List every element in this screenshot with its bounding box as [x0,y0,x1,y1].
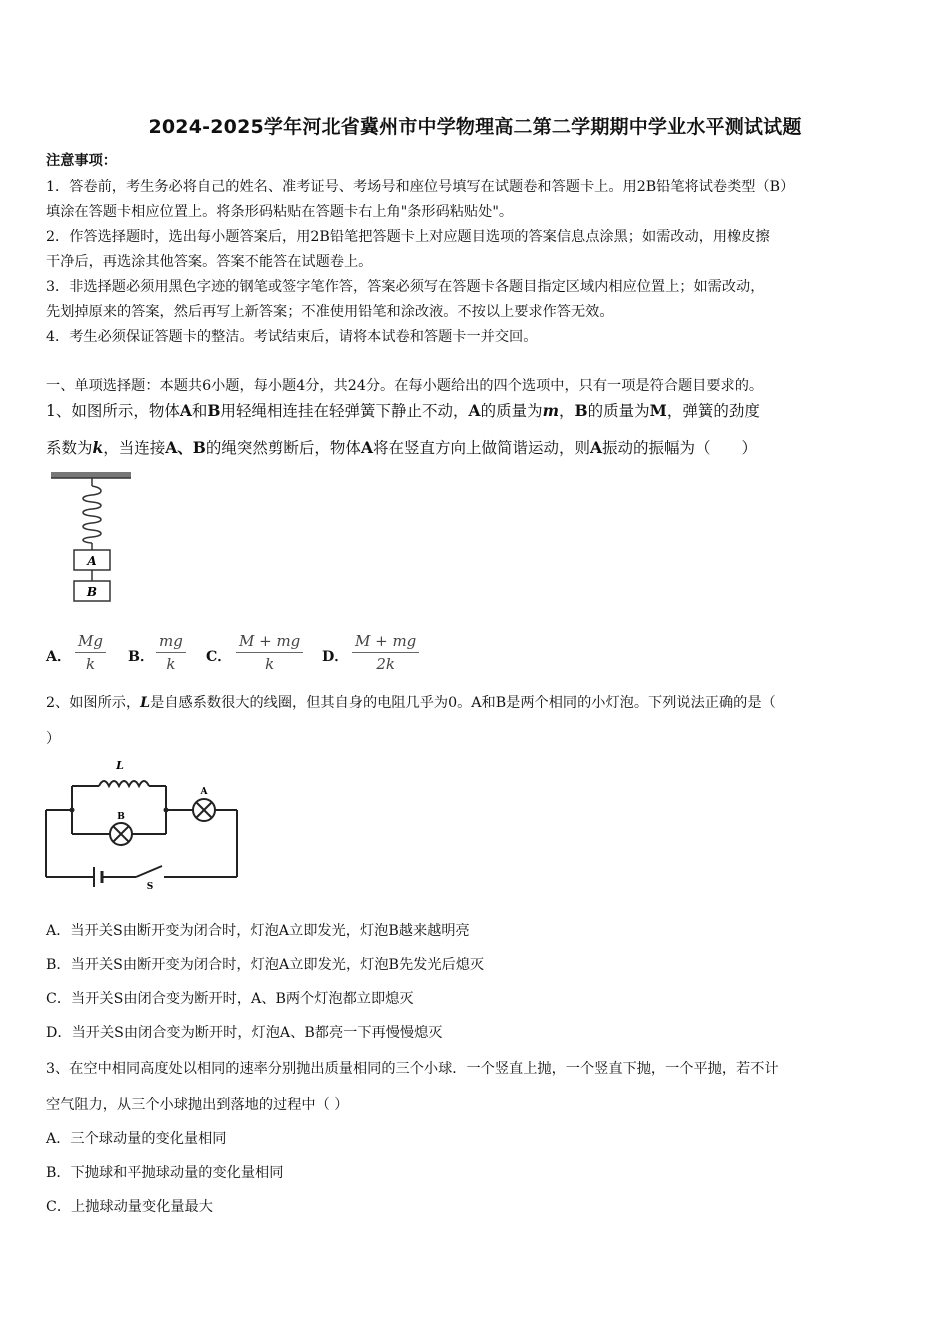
question-2-line-1: 2、如图所示，L是自感系数很大的线圈，但其自身的电阻几乎为0。A和B是两个相同的小灯泡。下列说法正确的是（ [46,695,776,711]
question-3-line-1: 3、在空中相同高度处以相同的速率分别抛出质量相同的三个小球．一个竖直上抛，一个竖直下抛，一个平抛，若不计 [46,1061,779,1077]
block-a-label: A [87,554,97,568]
q1-option-d-formula: $\frac{M + mg}{2k}$ [352,630,419,675]
notice-line: 填涂在答题卡相应位置上。将条形码粘贴在答题卡右上角"条形码粘贴处"。 [46,204,514,220]
spring-block-figure [46,470,146,610]
question-2-line-2: ） [46,731,61,747]
spring [83,486,101,543]
q2-option-a: A．当开关S由断开变为闭合时，灯泡A立即发光，灯泡B越来越明亮 [46,923,470,939]
q1-option-c-letter: C． [206,649,232,665]
switch-label: S [146,882,154,892]
q3-option-b: B．下抛球和平抛球动量的变化量相同 [46,1165,284,1181]
q3-option-c: C．上抛球动量变化量最大 [46,1199,213,1215]
q1-option-a-letter: A． [46,649,72,665]
notice-line: 1．答卷前，考生务必将自己的姓名、准考证号、考场号和座位号填写在试题卷和答题卡上。用2B铅笔将试卷类型（B） [46,179,795,195]
q2-option-b: B．当开关S由断开变为闭合时，灯泡A立即发光，灯泡B先发光后熄灭 [46,957,485,973]
circuit-figure [44,756,244,892]
section-heading: 一、单项选择题：本题共6小题，每小题4分，共24分。在每小题给出的四个选项中，只有一项是符合题目要求的。 [46,378,764,394]
q1-option-c-formula: $\frac{M + mg}{k}$ [236,630,303,675]
question-3-line-2: 空气阻力，从三个小球抛出到落地的过程中（ ） [46,1097,349,1113]
question-1-line-1: 1、如图所示，物体A和B用轻绳相连挂在轻弹簧下静止不动，A的质量为m，B的质量为M，弹簧的劲度 [46,401,760,420]
lamp-a-label: A [200,787,208,797]
inductor-coil [99,781,149,786]
inductor-label: L [116,759,124,772]
notice-line: 2．作答选择题时，选出每小题答案后，用2B铅笔把答题卡上对应题目选项的答案信息点涂黑；如需改动，用橡皮擦 [46,229,770,245]
question-1-line-2: 系数为k，当连接A、B的绳突然剪断后，物体A将在竖直方向上做简谐运动，则A振动的振幅为（ ） [46,438,758,457]
q3-option-a: A．三个球动量的变化量相同 [46,1131,227,1147]
notice-heading: 注意事项： [46,153,117,169]
ceiling-hatch [51,472,131,478]
block-b-label: B [86,585,98,599]
q2-option-c: C．当开关S由闭合变为断开时，A、B两个灯泡都立即熄灭 [46,991,414,1007]
notice-line: 干净后，再选涂其他答案。答案不能答在试题卷上。 [46,254,373,270]
lamp-b-label: B [117,812,125,822]
notice-line: 先划掉原来的答案，然后再写上新答案；不准使用铅笔和涂改液。不按以上要求作答无效。 [46,304,614,320]
page-title: 2024-2025学年河北省冀州市中学物理高二第二学期期中学业水平测试试题 [148,116,802,138]
notice-line: 3．非选择题必须用黑色字迹的钢笔或签字笔作答，答案必须写在答题卡各题目指定区域内相应位置上；如需改动， [46,279,765,295]
q1-option-b-letter: B． [128,649,155,665]
q1-option-b-formula: $\frac{mg}{k}$ [156,630,186,675]
switch [136,866,162,877]
q1-option-a-formula: $\frac{Mg}{k}$ [75,630,106,675]
notice-line: 4．考生必须保证答题卡的整洁。考试结束后，请将本试卷和答题卡一并交回。 [46,329,538,345]
q1-option-d-letter: D． [322,649,349,665]
q2-option-d: D．当开关S由闭合变为断开时，灯泡A、B都亮一下再慢慢熄灭 [46,1025,443,1041]
